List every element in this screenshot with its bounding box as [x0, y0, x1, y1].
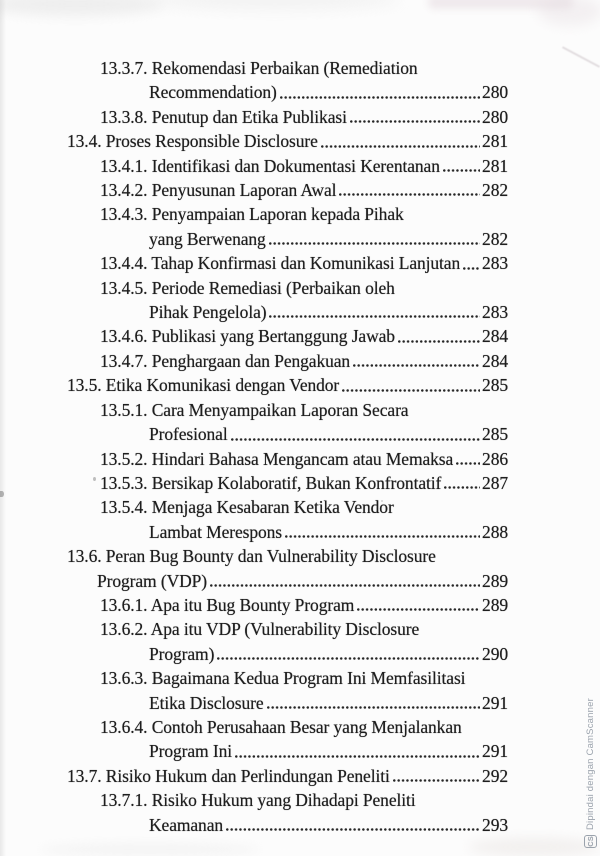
- toc-entry-number: 13.5.4.: [100, 497, 148, 518]
- toc-entry-number: 13.4.7.: [100, 350, 148, 371]
- toc-entry-text: 13.6. Peran Bug Bounty dan Vulnerability Disclosure: [67, 546, 436, 567]
- toc-page-number: 283: [482, 253, 508, 274]
- toc-entry-continuation-line: [0, 300, 600, 324]
- toc-entry-line: [0, 202, 600, 226]
- dot-leader: [463, 267, 480, 270]
- toc-entry-line: [0, 373, 600, 397]
- toc-entry-text: 13.4.6. Publikasi yang Bertanggung Jawab: [100, 326, 395, 347]
- toc-entry-text: 13.7. Risiko Hukum dan Perlindungan Peneliti: [67, 765, 390, 786]
- toc-entry-text: 13.4.3. Penyampaian Laporan kepada Pihak: [100, 204, 404, 225]
- dot-leader: [235, 755, 480, 758]
- dot-leader: [393, 779, 480, 782]
- toc-entry-line: [0, 715, 600, 739]
- scan-smudge-bottom-left: [40, 843, 260, 856]
- toc-page-number: 289: [482, 570, 508, 591]
- camscanner-logo-icon: CS: [585, 836, 595, 847]
- toc-entry-text: Recommendation): [149, 82, 277, 103]
- toc-entry-line: [0, 129, 600, 153]
- toc-entry-number: 13.4.3.: [100, 204, 148, 225]
- toc-entry-number: 13.5.2.: [100, 448, 148, 469]
- toc-entry-number: 13.4.6.: [100, 326, 148, 347]
- toc-entry-line: [0, 666, 600, 690]
- dot-leader: [269, 315, 480, 318]
- toc-entry-text: 13.4.1. Identifikasi dan Dokumentasi Kerentanan: [100, 155, 440, 176]
- toc-entry-text: 13.5.2. Hindari Bahasa Mengancam atau Memaksa: [100, 448, 454, 469]
- dot-leader: [443, 169, 480, 172]
- dot-leader: [217, 657, 480, 660]
- toc-entry-text: 13.5.4. Menjaga Kesabaran Ketika Vendor: [100, 497, 394, 518]
- toc-page-number: 281: [482, 131, 508, 152]
- toc-entry-text: 13.3.8. Penutup dan Etika Publikasi: [100, 106, 347, 127]
- toc-entry-line: [0, 56, 600, 80]
- toc-entry-text: Profesional: [149, 424, 228, 445]
- toc-page-number: 288: [482, 521, 508, 542]
- toc-entry-text: 13.4.7. Penghargaan dan Pengakuan: [100, 350, 351, 371]
- toc-entry-continuation-line: [0, 80, 600, 104]
- toc-entry-continuation-line: [0, 569, 600, 593]
- scan-smudge-top-middle: [150, 0, 400, 10]
- toc-entry-text: 13.4. Proses Responsible Disclosure: [67, 131, 318, 152]
- toc-entry-line: [0, 788, 600, 812]
- toc-entry-number: 13.4.5.: [100, 277, 148, 298]
- dot-leader: [350, 120, 480, 123]
- toc-entry-continuation-line: [0, 520, 600, 544]
- toc-page-number: 285: [482, 424, 508, 445]
- toc-page-number: 282: [482, 180, 508, 201]
- dot-leader: [456, 462, 480, 465]
- dot-leader: [444, 486, 480, 489]
- toc-entry-number: 13.3.7.: [100, 58, 148, 78]
- dot-leader: [226, 828, 480, 831]
- dot-leader: [342, 389, 480, 392]
- toc-page-number: 281: [482, 155, 508, 176]
- toc-page-number: 289: [482, 594, 508, 615]
- dot-leader: [210, 584, 480, 587]
- dot-leader: [353, 364, 480, 367]
- toc-entry-number: 13.4.4.: [100, 253, 148, 274]
- toc-entry-number: 13.4.2.: [100, 180, 148, 201]
- toc-entry-continuation-line: [0, 739, 600, 763]
- toc-page-number: 280: [482, 82, 508, 103]
- toc-entry-line: [0, 105, 600, 129]
- toc-page-number: 287: [482, 472, 508, 493]
- toc-entry-continuation-line: [0, 691, 600, 715]
- toc-entry-continuation-line: [0, 422, 600, 446]
- dot-leader: [267, 706, 480, 709]
- toc-entry-line: [0, 349, 600, 373]
- toc-page-number: 282: [482, 228, 508, 249]
- toc-entry-text: Program Ini: [149, 741, 232, 762]
- toc-entry-line: [0, 447, 600, 471]
- scan-smudge-top-corner: [538, 0, 600, 26]
- toc-entry-line: [0, 544, 600, 568]
- toc-entry-continuation-line: [0, 642, 600, 666]
- toc-entry-number: 13.7.1.: [100, 790, 148, 811]
- toc-entry-number: 13.4.: [67, 131, 102, 152]
- toc-page-number: 284: [482, 326, 508, 347]
- toc-entry-number: 13.5.: [67, 375, 102, 396]
- toc-entry-number: 13.6.2.: [100, 619, 148, 640]
- toc-entry-text: 13.6.2. Apa itu VDP (Vulnerability Disclosure: [100, 619, 420, 640]
- toc-entry-line: [0, 764, 600, 788]
- toc-entry-continuation-line: [0, 227, 600, 251]
- toc-entry-text: Lambat Merespons: [149, 521, 283, 542]
- toc-entry-number: 13.6.: [67, 546, 102, 567]
- toc-entry-text: 13.3.7. Rekomendasi Perbaikan (Remediation: [100, 58, 418, 78]
- toc-page-number: 290: [482, 643, 508, 664]
- dot-leader: [280, 96, 480, 99]
- toc-entry-line: [0, 593, 600, 617]
- toc-entry-line: [0, 398, 600, 422]
- dot-leader: [398, 340, 480, 343]
- scan-smudge-top-left: [0, 0, 163, 16]
- toc-entry-text: Program): [149, 643, 215, 664]
- scan-smudge-bottom-right: [468, 838, 600, 856]
- toc-entry-line: [0, 178, 600, 202]
- toc-entry-text: 13.5.1. Cara Menyampaikan Laporan Secara: [100, 399, 409, 420]
- camscanner-watermark: [582, 638, 598, 848]
- toc-page-number: 293: [482, 814, 508, 835]
- toc-entry-text: Pihak Pengelola): [149, 302, 267, 323]
- toc-entry-text: 13.6.1. Apa itu Bug Bounty Program: [100, 594, 355, 615]
- toc-entry-line: [0, 495, 600, 519]
- toc-entry-text: 13.4.5. Periode Remediasi (Perbaikan oleh: [100, 277, 395, 298]
- toc-entry-number: 13.6.4.: [100, 716, 148, 737]
- toc-entry-text: 13.4.4. Tahap Konfirmasi dan Komunikasi Lanjutan: [100, 253, 461, 274]
- toc-entry-text: 13.5.3. Bersikap Kolaboratif, Bukan Konfrontatif: [100, 472, 442, 493]
- dot-leader: [321, 145, 480, 148]
- toc-entry-line: [0, 471, 600, 495]
- toc-entry-text: 13.6.4. Contoh Perusahaan Besar yang Menjalankan: [100, 716, 462, 737]
- toc-page-number: 283: [482, 302, 508, 323]
- toc-entry-text: 13.5. Etika Komunikasi dengan Vendor: [67, 375, 340, 396]
- toc-entry-number: 13.3.8.: [100, 106, 148, 127]
- toc-page-number: 286: [482, 448, 508, 469]
- toc-entry-text: yang Berwenang: [149, 228, 266, 249]
- dot-leader: [269, 242, 480, 245]
- table-of-contents: [0, 56, 600, 837]
- toc-entry-line: [0, 154, 600, 178]
- toc-entry-line: [0, 617, 600, 641]
- toc-entry-number: 13.7.: [67, 765, 102, 786]
- toc-page-number: 284: [482, 350, 508, 371]
- toc-entry-line: [0, 251, 600, 275]
- toc-entry-text: Etika Disclosure: [149, 692, 264, 713]
- toc-page-number: 291: [482, 741, 508, 762]
- toc-entry-number: 13.5.1.: [100, 399, 148, 420]
- camscanner-watermark-text: Dipindai dengan CamScanner: [584, 698, 596, 830]
- dot-leader: [231, 438, 480, 441]
- toc-page-number: 291: [482, 692, 508, 713]
- toc-entry-text: Program (VDP): [97, 570, 208, 591]
- toc-page-number: 280: [482, 106, 508, 127]
- toc-page-number: 285: [482, 375, 508, 396]
- toc-entry-line: [0, 324, 600, 348]
- toc-entry-number: 13.5.3.: [100, 472, 148, 493]
- dot-leader: [339, 193, 480, 196]
- toc-entry-number: 13.6.3.: [100, 668, 148, 689]
- toc-entry-text: Keamanan: [149, 814, 224, 835]
- dot-leader: [285, 535, 480, 538]
- toc-page-number: 292: [482, 765, 508, 786]
- toc-entry-number: 13.4.1.: [100, 155, 148, 176]
- toc-entry-number: 13.6.1.: [100, 594, 148, 615]
- dot-leader: [357, 608, 480, 611]
- toc-entry-continuation-line: [0, 813, 600, 837]
- scan-bleedthrough-top-right: [428, 0, 573, 9]
- toc-entry-line: [0, 276, 600, 300]
- toc-entry-text: 13.4.2. Penyusunan Laporan Awal: [100, 180, 337, 201]
- toc-entry-text: 13.7.1. Risiko Hukum yang Dihadapi Peneliti: [100, 790, 416, 811]
- toc-entry-text: 13.6.3. Bagaimana Kedua Program Ini Memfasilitasi: [100, 668, 466, 689]
